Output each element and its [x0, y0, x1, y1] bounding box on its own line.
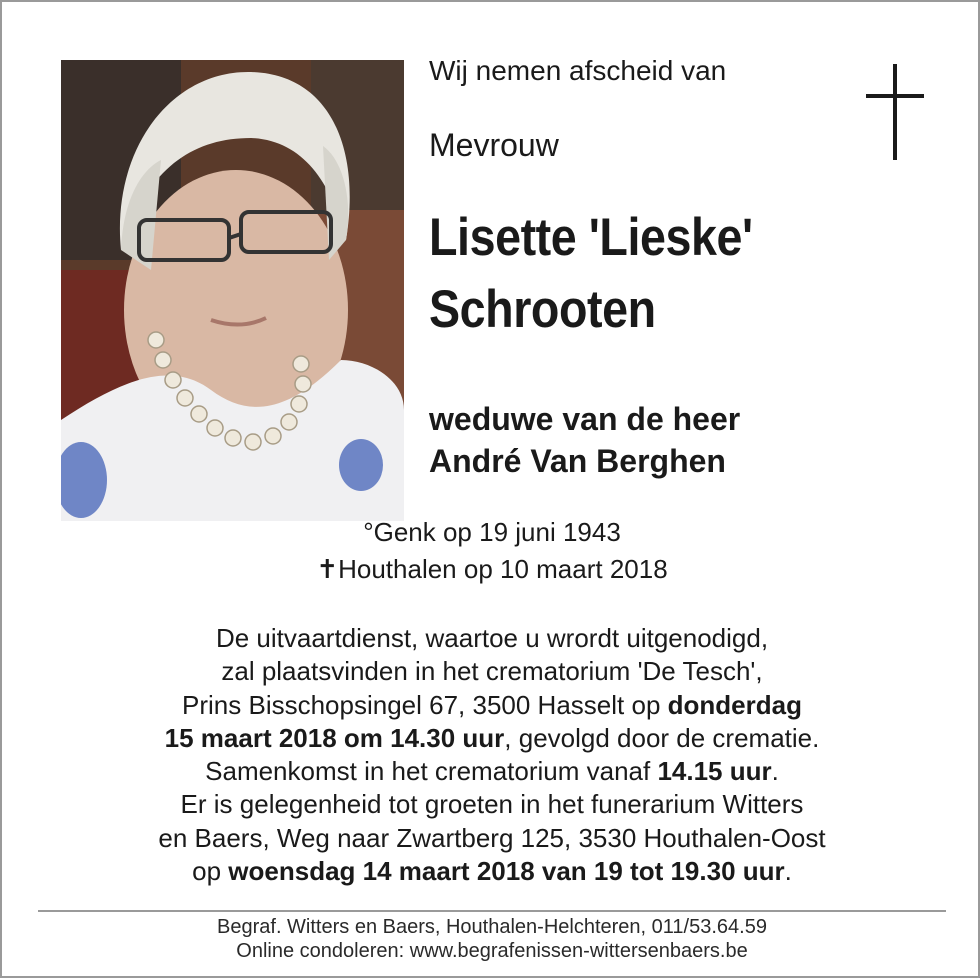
widow-of: [429, 398, 740, 482]
portrait-illustration: [61, 60, 404, 521]
deceased-name: [429, 202, 753, 346]
birth-date: °Genk op 19 juni 1943: [363, 517, 621, 547]
widow-line-2: André Van Berghen: [429, 443, 726, 479]
gathering-period: .: [771, 756, 779, 787]
visitation-datetime: woensdag 14 maart 2018 van 19 tot 19.30 uur: [228, 856, 785, 887]
ceremony-followup: , gevolgd door de crematie.: [504, 722, 820, 753]
ceremony-line-3: [42, 689, 942, 722]
portrait-photo: [61, 60, 404, 521]
ceremony-line-2: zal plaatsvinden in het crematorium 'De Tesch',: [221, 656, 763, 687]
footer-divider: [38, 910, 946, 912]
ceremony-day: donderdag: [667, 689, 802, 720]
gathering-time: 14.15 uur: [657, 756, 772, 787]
intro-text: Wij nemen afscheid van: [429, 55, 727, 86]
funeral-home-info: Begraf. Witters en Baers, Houthalen-Helchteren, 011/53.64.59: [217, 916, 767, 938]
name-line-1: Lisette 'Lieske': [429, 208, 753, 267]
ceremony-line-8: [42, 855, 942, 888]
name-line-2: Schrooten: [429, 280, 656, 339]
ceremony-line-7: en Baers, Weg naar Zwartberg 125, 3530 Houthalen-Oost: [158, 822, 826, 853]
ceremony-line-5: [42, 755, 942, 788]
ceremony-line-4: [42, 722, 942, 755]
latin-cross-icon: [866, 64, 924, 160]
ceremony-details: [42, 622, 942, 888]
death-date: ✝Houthalen op 10 maart 2018: [316, 554, 668, 584]
online-condolences: Online condoleren: www.begrafenissen-wittersenbaers.be: [236, 940, 748, 962]
ceremony-line-1: De uitvaartdienst, waartoe u wrordt uitgenodigd,: [215, 623, 769, 653]
ceremony-datetime: 15 maart 2018 om 14.30 uur: [164, 722, 505, 753]
ceremony-address: Prins Bisschopsingel 67, 3500 Hasselt op: [182, 689, 668, 720]
honorific: Mevrouw: [429, 127, 559, 163]
visitation-period: .: [784, 856, 792, 887]
ceremony-line-6: Er is gelegenheid tot groeten in het funerarium Witters: [180, 789, 804, 820]
widow-line-1: weduwe van de heer: [429, 401, 741, 437]
visitation-prefix: op: [192, 856, 229, 887]
gathering-text: Samenkomst in het crematorium vanaf: [205, 756, 658, 787]
